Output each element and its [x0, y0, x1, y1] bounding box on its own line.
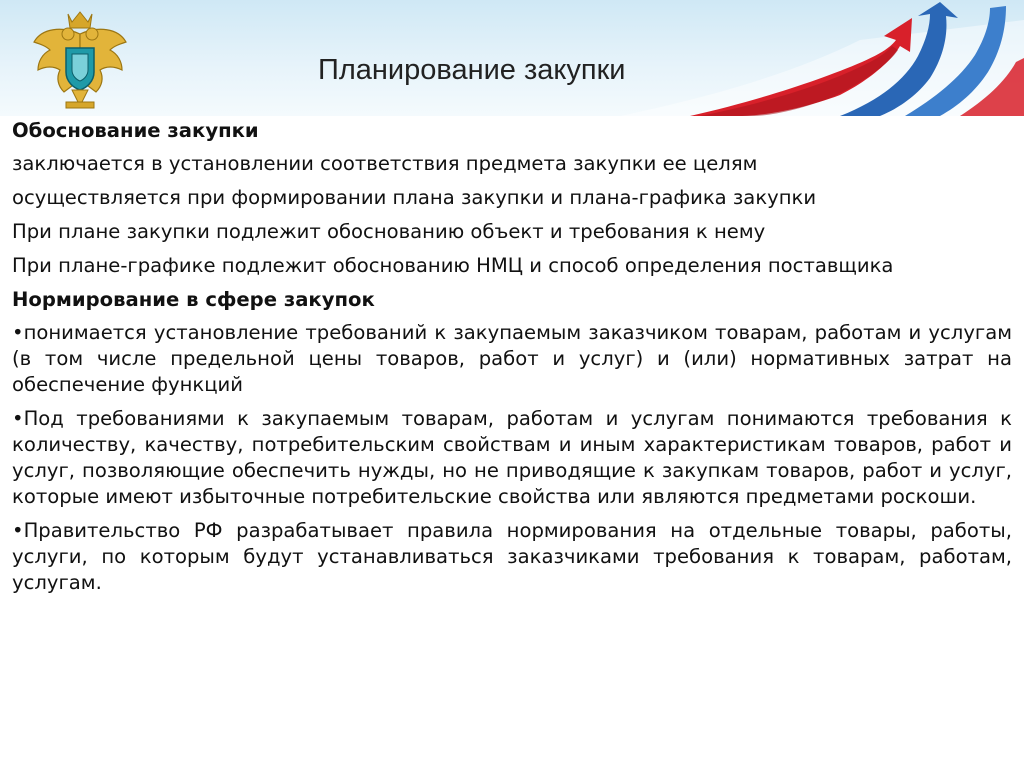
- text-line: При плане закупки подлежит обоснованию объект и требования к нему: [12, 220, 766, 243]
- russian-double-headed-eagle-emblem-icon: [28, 8, 132, 112]
- bullet-icon: •: [12, 519, 24, 542]
- bullet-paragraph: [12, 320, 1012, 398]
- slide-body: [12, 118, 1012, 604]
- text-line: При плане-графике подлежит обоснованию НМЦ и способ определения поставщика: [12, 254, 894, 277]
- bullet-icon: •: [12, 407, 24, 430]
- bullet-text: понимается установление требований к закупаемым заказчиком товарам, работам и услугам (в том числе предельной цены товаров, работ и услуг) и (или) нормативных затрат на обеспечение функций: [12, 321, 1012, 396]
- bullet-text: Под требованиями к закупаемым товарам, работам и услугам понимаются требования к количеству, качеству, потребительским свойствам и иным характеристикам товаров, работ и услуг, позволяющие обеспечить нужды, но не приводящие к закупкам товаров, работ и услуг, которые имеют избыточные потребительские свойства или являются предметами роскоши.: [12, 407, 1012, 508]
- section-heading-justification: Обоснование закупки: [12, 119, 259, 142]
- bullet-text: Правительство РФ разрабатывает правила нормирования на отдельные товары, работы, услуги, по которым будут устанавливаться заказчиками требования к товарам, работам, услугам.: [12, 519, 1012, 594]
- section-heading-normalization: Нормирование в сфере закупок: [12, 288, 375, 311]
- slide-title: Планирование закупки: [318, 54, 626, 86]
- bullet-paragraph: [12, 518, 1012, 596]
- slide-header: [0, 0, 1024, 116]
- bullet-icon: •: [12, 321, 24, 344]
- text-line: заключается в установлении соответствия предмета закупки ее целям: [12, 152, 758, 175]
- bullet-paragraph: [12, 406, 1012, 510]
- text-line: осуществляется при формировании плана закупки и плана-графика закупки: [12, 186, 817, 209]
